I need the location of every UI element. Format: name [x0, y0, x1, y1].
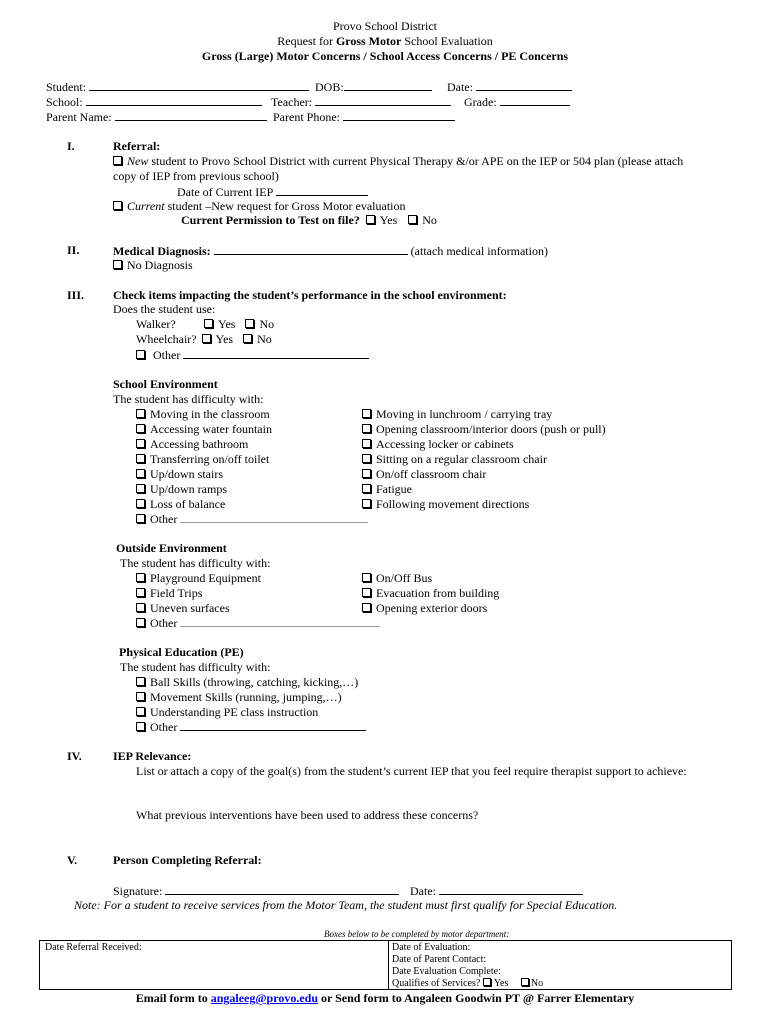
- grade-blank[interactable]: [500, 94, 570, 106]
- wheelchair-label: Wheelchair?: [136, 332, 197, 346]
- checkbox[interactable]: [136, 707, 145, 716]
- school-env-intro: The student has difficulty with:: [113, 392, 264, 406]
- wheelchair-no-checkbox[interactable]: [243, 334, 252, 343]
- list-item[interactable]: [136, 675, 358, 690]
- wheelchair-yes-label: Yes: [215, 332, 234, 346]
- item-label: Movement Skills (running, jumping,…): [150, 690, 342, 704]
- teacher-field[interactable]: [271, 94, 451, 110]
- outside-env-title: Outside Environment: [116, 541, 227, 555]
- checkbox[interactable]: [136, 424, 145, 433]
- interventions-prompt: What previous interventions have been used to address these concerns?: [136, 808, 479, 822]
- qualifies-no-label: No: [530, 978, 544, 989]
- checkbox[interactable]: [136, 469, 145, 478]
- permission-no-label: No: [422, 213, 437, 227]
- item-label: Evacuation from building: [376, 586, 500, 600]
- medical-diagnosis-blank[interactable]: [214, 243, 408, 255]
- boxes-caption: Boxes below to be completed by motor department:: [324, 929, 510, 939]
- list-item[interactable]: [362, 497, 529, 512]
- walker-row: [136, 317, 176, 332]
- checkbox[interactable]: [136, 722, 145, 731]
- permission-label: Current Permission to Test on file?: [181, 213, 360, 227]
- current-student-option[interactable]: [113, 199, 406, 214]
- item-label: Understanding PE class instruction: [150, 705, 319, 719]
- date-iep-blank[interactable]: [276, 184, 368, 196]
- new-student-option[interactable]: [113, 154, 683, 169]
- checkbox[interactable]: [362, 454, 371, 463]
- item-label: Playground Equipment: [150, 571, 261, 585]
- subtitle-pre: Request for: [277, 34, 336, 48]
- checkbox[interactable]: [362, 439, 371, 448]
- list-item[interactable]: [136, 422, 272, 437]
- item-label: Ball Skills (throwing, catching, kicking,…): [150, 675, 359, 689]
- permission-row: [181, 213, 437, 228]
- item-label: Moving in lunchroom / carrying tray: [376, 407, 553, 421]
- district-name: Provo School District: [333, 19, 437, 33]
- qualifies-label: Qualifies of Services?: [392, 978, 481, 989]
- footer-pre: Email form to: [135, 991, 211, 1005]
- other-blank[interactable]: [180, 511, 368, 523]
- device-other-row[interactable]: [136, 347, 369, 363]
- checkbox[interactable]: [362, 484, 371, 493]
- current-italic: Current: [127, 199, 165, 213]
- list-item[interactable]: [136, 690, 342, 705]
- wheelchair-row: [136, 332, 272, 347]
- box-divider: [388, 941, 389, 989]
- list-item[interactable]: [362, 571, 432, 586]
- item-label: Accessing locker or cabinets: [376, 437, 514, 451]
- item-label: Up/down stairs: [150, 467, 223, 481]
- qualification-note: Note: For a student to receive services from the Motor Team, the student must first qualify for Special Education.: [74, 898, 618, 912]
- item-label: Transferring on/off toilet: [150, 452, 270, 466]
- list-item[interactable]: [362, 452, 547, 467]
- list-item[interactable]: [362, 601, 487, 616]
- attach-note: (attach medical information): [410, 244, 548, 258]
- list-item[interactable]: [362, 586, 499, 601]
- iep-goals-prompt: List or attach a copy of the goal(s) from the student’s current IEP that you feel require therapist support to achieve:: [136, 764, 687, 778]
- checkbox[interactable]: [136, 514, 145, 523]
- checkbox[interactable]: [136, 454, 145, 463]
- date-of-parent-contact[interactable]: Date of Parent Contact:: [392, 954, 487, 965]
- new-student-text-cont: copy of IEP from previous school): [113, 169, 279, 183]
- other-blank[interactable]: [180, 615, 380, 627]
- checkbox[interactable]: [362, 469, 371, 478]
- school-label: School:: [46, 95, 83, 109]
- qualifies-no-checkbox[interactable]: [521, 978, 529, 986]
- signature-field[interactable]: [113, 883, 399, 899]
- school-blank[interactable]: [86, 94, 262, 106]
- walker-yes-checkbox[interactable]: [204, 319, 213, 328]
- signature-date-blank[interactable]: [439, 883, 583, 895]
- school-field[interactable]: [46, 94, 262, 110]
- signature-label: Signature:: [113, 884, 163, 898]
- checkbox[interactable]: [136, 573, 145, 582]
- item-label: Opening exterior doors: [376, 601, 488, 615]
- other-blank[interactable]: [180, 719, 366, 731]
- checkbox[interactable]: [362, 424, 371, 433]
- list-item[interactable]: [136, 571, 261, 586]
- item-label: Moving in the classroom: [150, 407, 270, 421]
- checkbox[interactable]: [113, 260, 122, 269]
- list-item[interactable]: [362, 482, 412, 497]
- signature-date-label: Date:: [410, 884, 436, 898]
- list-item[interactable]: [136, 497, 225, 512]
- pe-other[interactable]: [136, 719, 366, 735]
- checkbox[interactable]: [362, 499, 371, 508]
- device-other-blank[interactable]: [183, 347, 369, 359]
- item-label: Uneven surfaces: [150, 601, 230, 615]
- medical-diagnosis-field[interactable]: [113, 243, 548, 259]
- item-label: Following movement directions: [376, 497, 530, 511]
- school-env-title: School Environment: [113, 377, 218, 391]
- new-student-text: student to Provo School District with current Physical Therapy &/or APE on the IEP or 504 plan (please attach: [148, 154, 684, 168]
- footer-instructions: [0, 991, 770, 1006]
- date-field[interactable]: [447, 79, 572, 95]
- permission-yes-checkbox[interactable]: [366, 215, 375, 224]
- item-label: Sitting on a regular classroom chair: [376, 452, 547, 466]
- section-5-number: V.: [67, 853, 78, 867]
- form-concerns-title: Gross (Large) Motor Concerns / School Access Concerns / PE Concerns: [201, 49, 569, 63]
- no-diagnosis-option[interactable]: [113, 258, 193, 273]
- form-subtitle: [0, 34, 770, 49]
- walker-no-label: No: [259, 317, 275, 331]
- checkbox[interactable]: [136, 677, 145, 686]
- list-item[interactable]: [362, 467, 486, 482]
- list-item[interactable]: [136, 601, 230, 616]
- grade-label: Grade:: [464, 95, 497, 109]
- current-student-text: student –New request for Gross Motor evaluation: [164, 199, 406, 213]
- checkbox[interactable]: [136, 484, 145, 493]
- item-label: Other: [150, 720, 178, 734]
- item-label: Other: [150, 616, 178, 630]
- does-student-use: Does the student use:: [113, 302, 216, 316]
- outside-env-other[interactable]: [136, 615, 380, 631]
- grade-field[interactable]: [464, 94, 570, 110]
- walker-no-checkbox[interactable]: [245, 319, 254, 328]
- walker-yes-label: Yes: [218, 317, 236, 331]
- date-evaluation-complete[interactable]: Date Evaluation Complete:: [392, 966, 501, 977]
- parent-phone-label: Parent Phone:: [273, 110, 340, 124]
- parent-phone-field[interactable]: [273, 109, 455, 125]
- item-label: Fatigue: [376, 482, 412, 496]
- dob-label: DOB:: [315, 80, 344, 94]
- list-item[interactable]: [136, 467, 223, 482]
- medical-diagnosis-label: Medical Diagnosis:: [113, 244, 211, 258]
- device-other-label: Other: [153, 348, 181, 362]
- date-iep-field[interactable]: [177, 184, 368, 200]
- item-label: Accessing water fountain: [150, 422, 272, 436]
- checkbox[interactable]: [136, 439, 145, 448]
- parent-phone-blank[interactable]: [343, 109, 455, 121]
- qualifies-yes-label: Yes: [493, 978, 509, 989]
- walker-options: [204, 317, 274, 332]
- checkbox[interactable]: [113, 156, 122, 165]
- section-1-number: I.: [67, 139, 75, 153]
- student-label: Student:: [46, 80, 87, 94]
- student-field[interactable]: [46, 79, 309, 95]
- date-blank[interactable]: [476, 79, 572, 91]
- item-label: Field Trips: [150, 586, 203, 600]
- wheelchair-yes-checkbox[interactable]: [202, 334, 211, 343]
- permission-yes-label: Yes: [379, 213, 398, 227]
- section-3-title: Check items impacting the student’s performance in the school environment:: [113, 288, 507, 302]
- subtitle-bold: Gross Motor: [335, 34, 402, 48]
- no-diagnosis-label: No Diagnosis: [127, 258, 193, 272]
- parent-name-blank[interactable]: [115, 109, 267, 121]
- section-4-title: IEP Relevance:: [113, 749, 192, 763]
- signature-blank[interactable]: [165, 883, 399, 895]
- qualifies-row: [392, 978, 543, 990]
- date-referral-received[interactable]: Date Referral Received:: [45, 942, 142, 953]
- checkbox[interactable]: [136, 409, 145, 418]
- motor-department-box: [39, 940, 732, 990]
- subtitle-post: School Evaluation: [401, 34, 493, 48]
- school-env-other[interactable]: [136, 511, 368, 527]
- checkbox[interactable]: [136, 618, 145, 627]
- checkbox[interactable]: [113, 201, 122, 210]
- wheelchair-no-label: No: [257, 332, 272, 346]
- new-italic: New: [127, 154, 149, 168]
- teacher-blank[interactable]: [315, 94, 451, 106]
- section-3-number: III.: [67, 288, 85, 302]
- list-item[interactable]: [362, 437, 514, 452]
- section-2-number: II.: [67, 243, 80, 257]
- checkbox[interactable]: [362, 573, 371, 582]
- parent-name-label: Parent Name:: [46, 110, 112, 124]
- permission-no-checkbox[interactable]: [408, 215, 417, 224]
- pe-title: Physical Education (PE): [119, 645, 244, 659]
- signature-date-field[interactable]: [410, 883, 583, 899]
- checkbox[interactable]: [362, 409, 371, 418]
- list-item[interactable]: [136, 452, 269, 467]
- list-item[interactable]: [362, 407, 552, 422]
- qualifies-yes-checkbox[interactable]: [483, 978, 491, 986]
- list-item[interactable]: [136, 482, 227, 497]
- checkbox[interactable]: [362, 588, 371, 597]
- checkbox[interactable]: [136, 499, 145, 508]
- checkbox[interactable]: [136, 692, 145, 701]
- list-item[interactable]: [136, 586, 202, 601]
- list-item[interactable]: [362, 422, 606, 437]
- item-label: Other: [150, 512, 178, 526]
- date-of-evaluation[interactable]: Date of Evaluation:: [392, 942, 471, 953]
- item-label: On/Off Bus: [376, 571, 433, 585]
- dob-field[interactable]: [315, 79, 432, 95]
- outside-env-intro: The student has difficulty with:: [120, 556, 271, 570]
- dob-blank[interactable]: [344, 79, 432, 91]
- date-iep-label: Date of Current IEP: [177, 185, 273, 199]
- item-label: Opening classroom/interior doors (push or pull): [376, 422, 606, 436]
- checkbox[interactable]: [136, 603, 145, 612]
- walker-label: Walker?: [136, 317, 176, 331]
- section-4-number: IV.: [67, 749, 82, 763]
- item-label: Accessing bathroom: [150, 437, 249, 451]
- section-1-title: Referral:: [113, 139, 161, 153]
- date-label: Date:: [447, 80, 473, 94]
- footer-post: or Send form to Angaleen Goodwin PT @ Farrer Elementary: [318, 991, 635, 1005]
- section-5-title: Person Completing Referral:: [113, 853, 262, 867]
- checkbox[interactable]: [136, 350, 145, 359]
- list-item[interactable]: [136, 437, 248, 452]
- item-label: On/off classroom chair: [376, 467, 487, 481]
- checkbox[interactable]: [136, 588, 145, 597]
- email-link[interactable]: angaleeg@provo.edu: [210, 991, 318, 1005]
- item-label: Up/down ramps: [150, 482, 227, 496]
- item-label: Loss of balance: [150, 497, 226, 511]
- parent-name-field[interactable]: [46, 109, 267, 125]
- list-item[interactable]: [136, 705, 318, 720]
- checkbox[interactable]: [362, 603, 371, 612]
- pe-intro: The student has difficulty with:: [120, 660, 271, 674]
- student-blank[interactable]: [89, 79, 309, 91]
- list-item[interactable]: [136, 407, 270, 422]
- teacher-label: Teacher:: [271, 95, 313, 109]
